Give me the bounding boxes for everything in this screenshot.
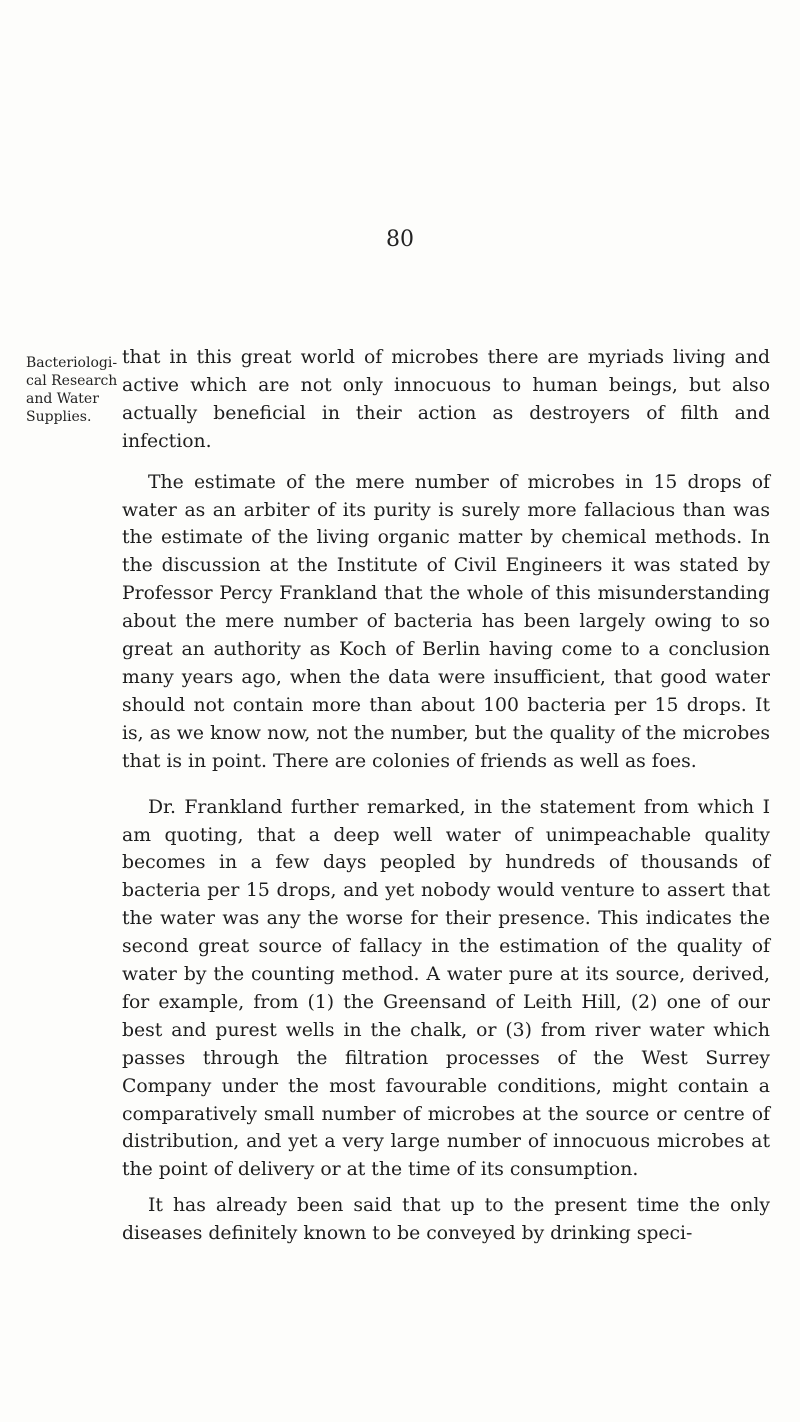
- paragraph-diseases: It has already been said that up to the present time the only diseases definitely known to be conveyed by drinking speci-: [122, 1195, 770, 1245]
- margin-note-line: Supplies.: [26, 409, 92, 425]
- paragraph-frankland-remarks: Dr. Frankland further remarked, in the statement from which I am quoting, that a deep well water of unimpeachable quality becomes in a few days peopled by hundreds of thousands of bacteria per 15 drops, and yet nobody would venture to assert that the water was any the worse for their presence. This indicates the second great source of fallacy in the estimation of the quality of water by the counting method. A water pure at its source, derived, for example, from (1) the Greensand of Leith Hill, (2) one of our best and purest wells in the chalk, or (3) from river water which passes through the filtration processes of the West Surrey Company under the most favourable conditions, might contain a comparatively small number of microbes at the source or centre of distribution, and yet a very large number of innocuous microbes at the point of delivery or at the time of its consumption.: [122, 796, 770, 1181]
- margin-note-line: cal Research: [26, 373, 118, 389]
- paragraph-microbe-estimate: The estimate of the mere number of microbes in 15 drops of water as an arbiter of its purity is surely more fallacious than was the estimate of the living organic matter by chemical methods. In the discussion at the Institute of Civil Engineers it was stated by Professor Percy Frankland that the whole of this misunderstanding about the mere number of bacteria has been largely owing to so great an authority as Koch of Berlin having come to a conclusion many years ago, when the data were insufficient, that good water should not contain more than about 100 bacteria per 15 drops. It is, as we know now, not the number, but the quality of the microbes that is in point. There are colonies of friends as well as foes.: [122, 471, 770, 772]
- paragraph-continuation: that in this great world of microbes there are myriads living and active which are not only innocuous to human beings, but also actually beneficial in their action as destroyers of filth and infection.: [122, 347, 770, 452]
- margin-note-line: and Water: [26, 391, 99, 407]
- page-number: 80: [386, 227, 414, 252]
- body-text: [122, 344, 770, 1248]
- margin-note-line: Bacteriologi-: [26, 355, 118, 371]
- margin-note: [26, 354, 118, 426]
